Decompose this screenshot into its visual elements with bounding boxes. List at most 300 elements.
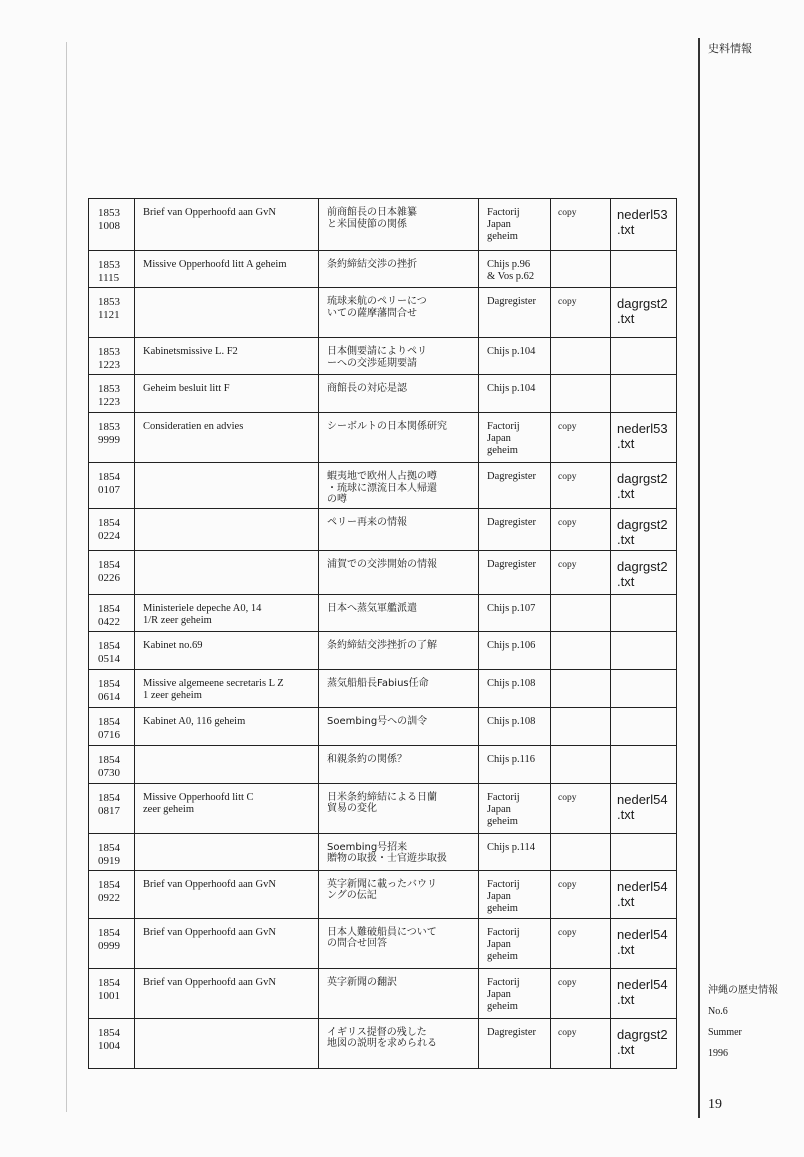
subject-text: ペリー再来の情報 (327, 516, 407, 528)
source-line: Chijs p.116 (487, 753, 536, 765)
subject-line: の噂 (327, 494, 347, 505)
document-title-cell (135, 550, 319, 594)
date-cell (89, 870, 135, 918)
subject-cell (319, 833, 479, 870)
date-line: 0922 (98, 891, 120, 904)
source-line: Factorij (487, 207, 520, 218)
document-title-cell (135, 375, 319, 413)
date-line: 1854 (98, 753, 120, 766)
copy-mark: copy (558, 208, 577, 218)
filename-line: .txt (617, 1041, 635, 1057)
document-title: Kabinet no.69 (143, 639, 203, 651)
subject-cell (319, 870, 479, 918)
date-line: 1853 (98, 259, 120, 271)
date-cell (89, 631, 135, 669)
filename-line: nederl54 (617, 976, 668, 992)
document-title: Geheim besluit litt F (143, 383, 230, 394)
document-title-cell (135, 968, 319, 1018)
source-cell (479, 375, 551, 413)
source-line: geheim (487, 950, 518, 962)
source-line: Japan (487, 433, 511, 444)
source-line: Factorij (487, 926, 520, 938)
filename-cell (611, 550, 677, 594)
subject-cell (319, 288, 479, 338)
date-cell (89, 833, 135, 870)
table-row (89, 870, 677, 918)
table-row (89, 463, 677, 509)
filename-line: dagrgst2 (617, 296, 668, 311)
date-line: 0514 (98, 652, 120, 665)
subject-line: 贈物の取扱・士官遊歩取扱 (327, 853, 447, 864)
filename-line: .txt (617, 436, 635, 451)
subject-cell (319, 251, 479, 288)
source-line: Chijs p.108 (487, 677, 536, 689)
subject-line: ーへの交渉延期要請 (327, 357, 417, 369)
document-title-cell (135, 413, 319, 463)
table-row (89, 288, 677, 338)
document-title-cell (135, 707, 319, 745)
copy-cell (551, 288, 611, 338)
source-cell (479, 251, 551, 288)
table-row (89, 968, 677, 1018)
source-line: Chijs p.114 (487, 841, 536, 853)
date-line: 1854 (98, 791, 120, 804)
document-title-cell (135, 594, 319, 631)
source-line: geheim (487, 231, 518, 242)
source-line: Factorij (487, 878, 520, 890)
date-cell (89, 508, 135, 550)
date-line: 1004 (98, 1039, 120, 1052)
source-line: Chijs p.107 (487, 602, 536, 614)
subject-line: 英字新聞に載ったバウリ (327, 878, 437, 890)
filename-cell (611, 508, 677, 550)
filename-cell (611, 375, 677, 413)
subject-cell (319, 707, 479, 745)
date-line: 0614 (98, 690, 120, 703)
date-line: 1854 (98, 1026, 120, 1039)
filename-cell (611, 783, 677, 833)
filename-line: .txt (617, 311, 635, 326)
subject-cell (319, 375, 479, 413)
source-cell (479, 968, 551, 1018)
document-title-cell (135, 631, 319, 669)
journal-info (708, 980, 778, 1064)
filename-cell (611, 833, 677, 870)
copy-cell (551, 631, 611, 669)
source-cell (479, 669, 551, 707)
filename-line: .txt (617, 222, 635, 237)
subject-cell (319, 463, 479, 509)
date-cell (89, 463, 135, 509)
source-cell (479, 413, 551, 463)
copy-cell (551, 783, 611, 833)
copy-mark: copy (558, 472, 577, 482)
filename-line: nederl54 (617, 926, 668, 942)
left-margin-rule (66, 42, 67, 1112)
subject-line: の問合せ回答 (327, 938, 387, 949)
date-cell (89, 918, 135, 968)
table-row (89, 833, 677, 870)
document-title-cell (135, 463, 319, 509)
subject-cell (319, 918, 479, 968)
source-line: Dagregister (487, 558, 536, 570)
document-title: Brief van Opperhoofd aan GvN (143, 878, 276, 890)
source-cell (479, 833, 551, 870)
document-title-line: Missive algemeene secretaris L Z (143, 677, 284, 689)
date-line: 1854 (98, 715, 120, 728)
document-title: Brief van Opperhoofd aan GvN (143, 926, 276, 938)
filename-cell (611, 631, 677, 669)
subject-cell (319, 783, 479, 833)
date-line: 1223 (98, 396, 120, 408)
copy-mark: copy (558, 517, 577, 528)
copy-cell (551, 508, 611, 550)
journal-name: 沖縄の歴史情報 (708, 985, 778, 996)
document-title-cell (135, 783, 319, 833)
date-line: 0226 (98, 571, 120, 584)
date-line: 1008 (98, 220, 120, 232)
filename-line: .txt (617, 893, 635, 909)
source-line: Dagregister (487, 516, 536, 528)
document-title: Kabinetsmissive L. F2 (143, 346, 238, 357)
document-title: Kabinet A0, 116 geheim (143, 715, 246, 727)
subject-text: シーボルトの日本関係研究 (327, 421, 447, 432)
date-line: 1854 (98, 976, 120, 989)
filename-line: .txt (617, 941, 635, 957)
date-cell (89, 375, 135, 413)
date-line: 1001 (98, 989, 120, 1002)
filename-cell (611, 918, 677, 968)
filename-line: dagrgst2 (617, 558, 668, 574)
filename-cell (611, 251, 677, 288)
filename-cell (611, 413, 677, 463)
document-title: Brief van Opperhoofd aan GvN (143, 207, 276, 218)
date-cell (89, 338, 135, 375)
subject-line: と米国使節の関係 (327, 218, 407, 230)
subject-text: 英字新聞の翻訳 (327, 976, 397, 988)
date-line: 0224 (98, 529, 120, 542)
date-line: 1854 (98, 841, 120, 854)
source-line: Chijs p.108 (487, 715, 536, 727)
source-cell (479, 594, 551, 631)
subject-line: 琉球来航のペリーにつ (327, 296, 427, 307)
document-title-cell (135, 1018, 319, 1068)
source-line: Factorij (487, 421, 520, 432)
date-line: 1223 (98, 359, 120, 371)
source-line: geheim (487, 445, 518, 456)
date-line: 1854 (98, 677, 120, 690)
source-cell (479, 199, 551, 251)
table-row (89, 594, 677, 631)
filename-cell (611, 669, 677, 707)
filename-line: dagrgst2 (617, 1026, 668, 1042)
filename-cell (611, 968, 677, 1018)
copy-cell (551, 375, 611, 413)
document-title-line: 1/R zeer geheim (143, 614, 212, 626)
filename-cell (611, 288, 677, 338)
subject-cell (319, 508, 479, 550)
subject-line: 日本側要請によりペリ (327, 346, 427, 357)
copy-cell (551, 594, 611, 631)
copy-mark: copy (558, 792, 577, 803)
date-cell (89, 968, 135, 1018)
copy-mark: copy (558, 422, 577, 432)
document-title-cell (135, 669, 319, 707)
date-line: 1854 (98, 878, 120, 891)
subject-cell (319, 968, 479, 1018)
filename-cell (611, 199, 677, 251)
filename-line: nederl53 (617, 207, 668, 222)
source-cell (479, 550, 551, 594)
page-number: 19 (708, 1097, 722, 1112)
date-cell (89, 669, 135, 707)
date-line: 0999 (98, 939, 120, 952)
table-row (89, 375, 677, 413)
records-table-body (89, 199, 677, 1069)
filename-line: nederl54 (617, 791, 668, 807)
document-title-cell (135, 833, 319, 870)
date-line: 1853 (98, 383, 120, 395)
subject-text: 条約締結交渉挫折の了解 (327, 639, 437, 651)
source-line: Chijs p.104 (487, 383, 536, 394)
subject-line: 日本人難破船員について (327, 926, 437, 938)
source-line: geheim (487, 815, 518, 827)
date-line: 1853 (98, 421, 120, 433)
document-title-cell (135, 870, 319, 918)
date-cell (89, 707, 135, 745)
source-line: Chijs p.96 (487, 259, 531, 270)
date-cell (89, 550, 135, 594)
date-line: 1853 (98, 296, 120, 308)
subject-cell (319, 594, 479, 631)
source-cell (479, 631, 551, 669)
document-title-cell (135, 508, 319, 550)
date-line: 1854 (98, 926, 120, 939)
source-cell (479, 508, 551, 550)
subject-text: 条約締結交渉の挫折 (327, 259, 417, 270)
table-row (89, 199, 677, 251)
source-line: geheim (487, 1000, 518, 1012)
filename-line: nederl53 (617, 421, 668, 436)
subject-line: イギリス提督の残した (327, 1026, 427, 1038)
date-cell (89, 251, 135, 288)
date-line: 1121 (98, 309, 120, 321)
subject-cell (319, 631, 479, 669)
filename-cell (611, 870, 677, 918)
table-row (89, 918, 677, 968)
filename-line: .txt (617, 531, 635, 547)
source-cell (479, 1018, 551, 1068)
subject-line: ・琉球に漂流日本人帰還 (327, 482, 437, 494)
copy-cell (551, 550, 611, 594)
subject-line: Soembing号招来 (327, 841, 408, 853)
table-row (89, 508, 677, 550)
date-line: 1854 (98, 639, 120, 652)
copy-cell (551, 463, 611, 509)
filename-cell (611, 594, 677, 631)
source-line: Japan (487, 938, 511, 950)
document-title-cell (135, 745, 319, 783)
copy-cell (551, 413, 611, 463)
copy-cell (551, 918, 611, 968)
date-line: 0716 (98, 728, 120, 741)
subject-line: 貿易の変化 (327, 803, 377, 814)
subject-text: 日本へ蒸気軍艦派遣 (327, 602, 417, 614)
date-cell (89, 413, 135, 463)
table-row (89, 707, 677, 745)
filename-cell (611, 707, 677, 745)
filename-cell (611, 338, 677, 375)
copy-mark: copy (558, 879, 577, 890)
source-line: Factorij (487, 791, 520, 803)
date-cell (89, 594, 135, 631)
filename-line: .txt (617, 486, 635, 501)
subject-line: 蝦夷地で欧州人占拠の噂 (327, 471, 437, 482)
section-label: 史料情報 (708, 42, 752, 55)
date-line: 0730 (98, 766, 120, 779)
source-cell (479, 918, 551, 968)
document-title: Brief van Opperhoofd aan GvN (143, 976, 276, 988)
source-cell (479, 707, 551, 745)
table-row (89, 251, 677, 288)
subject-text: 蒸気船船長Fabius任命 (327, 677, 429, 689)
date-line: 1115 (98, 272, 120, 284)
date-line: 1854 (98, 558, 120, 571)
source-line: Chijs p.106 (487, 639, 536, 651)
subject-text: Soembing号への訓令 (327, 715, 428, 727)
filename-line: dagrgst2 (617, 471, 668, 486)
copy-cell (551, 833, 611, 870)
journal-season: Summer (708, 1027, 742, 1038)
document-title-cell (135, 251, 319, 288)
source-line: Dagregister (487, 1026, 536, 1038)
source-cell (479, 783, 551, 833)
copy-cell (551, 338, 611, 375)
subject-text: 和親条約の関係？ (327, 753, 407, 765)
subject-cell (319, 550, 479, 594)
copy-cell (551, 251, 611, 288)
filename-line: nederl54 (617, 878, 668, 894)
filename-cell (611, 745, 677, 783)
document-title-line: Missive Opperhoofd litt C (143, 791, 254, 803)
filename-line: .txt (617, 991, 635, 1007)
source-line: Dagregister (487, 296, 536, 307)
subject-cell (319, 1018, 479, 1068)
subject-cell (319, 745, 479, 783)
table-row (89, 413, 677, 463)
copy-mark: copy (558, 1027, 577, 1038)
subject-text: 浦賀での交渉開始の情報 (327, 558, 437, 570)
source-line: Japan (487, 890, 511, 902)
copy-mark: copy (558, 927, 577, 938)
copy-cell (551, 745, 611, 783)
filename-line: dagrgst2 (617, 516, 668, 532)
source-line: Japan (487, 219, 511, 230)
subject-line: 日米条約締結による日蘭 (327, 791, 437, 803)
document-title-cell (135, 338, 319, 375)
table-row (89, 338, 677, 375)
source-line: geheim (487, 902, 518, 914)
subject-cell (319, 199, 479, 251)
date-line: 0422 (98, 615, 120, 628)
source-line: Factorij (487, 976, 520, 988)
document-title: Consideratien en advies (143, 421, 244, 432)
journal-year: 1996 (708, 1048, 728, 1059)
copy-mark: copy (558, 297, 577, 307)
journal-issue: No.6 (708, 1006, 728, 1017)
copy-mark: copy (558, 977, 577, 988)
date-cell (89, 1018, 135, 1068)
filename-line: .txt (617, 806, 635, 822)
source-line: & Vos p.62 (487, 271, 535, 282)
source-cell (479, 463, 551, 509)
copy-cell (551, 707, 611, 745)
source-cell (479, 288, 551, 338)
table-row (89, 631, 677, 669)
date-cell (89, 745, 135, 783)
filename-line: .txt (617, 573, 635, 589)
document-title-line: Ministeriele depeche A0, 14 (143, 602, 262, 614)
date-line: 1854 (98, 516, 120, 529)
source-cell (479, 338, 551, 375)
table-row (89, 669, 677, 707)
records-table (88, 198, 677, 1069)
source-cell (479, 870, 551, 918)
subject-cell (319, 338, 479, 375)
subject-line: 地図の説明を求められる (327, 1038, 437, 1049)
copy-cell (551, 199, 611, 251)
date-line: 0107 (98, 484, 120, 496)
filename-cell (611, 463, 677, 509)
copy-cell (551, 669, 611, 707)
source-line: Dagregister (487, 471, 536, 482)
date-line: 1853 (98, 207, 120, 219)
date-line: 1853 (98, 346, 120, 358)
date-line: 0817 (98, 804, 120, 817)
document-title-cell (135, 918, 319, 968)
date-cell (89, 288, 135, 338)
date-cell (89, 783, 135, 833)
subject-line: ングの伝記 (327, 890, 377, 901)
source-line: Chijs p.104 (487, 346, 536, 357)
subject-text: 商館長の対応是認 (327, 383, 407, 394)
date-line: 9999 (98, 434, 120, 446)
subject-cell (319, 669, 479, 707)
document-title-line: 1 zeer geheim (143, 689, 202, 701)
copy-cell (551, 870, 611, 918)
copy-cell (551, 1018, 611, 1068)
date-cell (89, 199, 135, 251)
table-row (89, 1018, 677, 1068)
document-title-line: zeer geheim (143, 803, 195, 815)
document-title-cell (135, 199, 319, 251)
filename-cell (611, 1018, 677, 1068)
date-line: 1854 (98, 471, 120, 483)
source-line: Japan (487, 988, 511, 1000)
document-title: Missive Opperhoofd litt A geheim (143, 259, 287, 270)
right-margin-rule (698, 38, 700, 1118)
table-row (89, 550, 677, 594)
source-cell (479, 745, 551, 783)
table-row (89, 783, 677, 833)
copy-mark: copy (558, 559, 577, 570)
subject-cell (319, 413, 479, 463)
source-line: Japan (487, 803, 511, 815)
copy-cell (551, 968, 611, 1018)
document-title-cell (135, 288, 319, 338)
date-line: 1854 (98, 602, 120, 615)
date-line: 0919 (98, 854, 120, 867)
